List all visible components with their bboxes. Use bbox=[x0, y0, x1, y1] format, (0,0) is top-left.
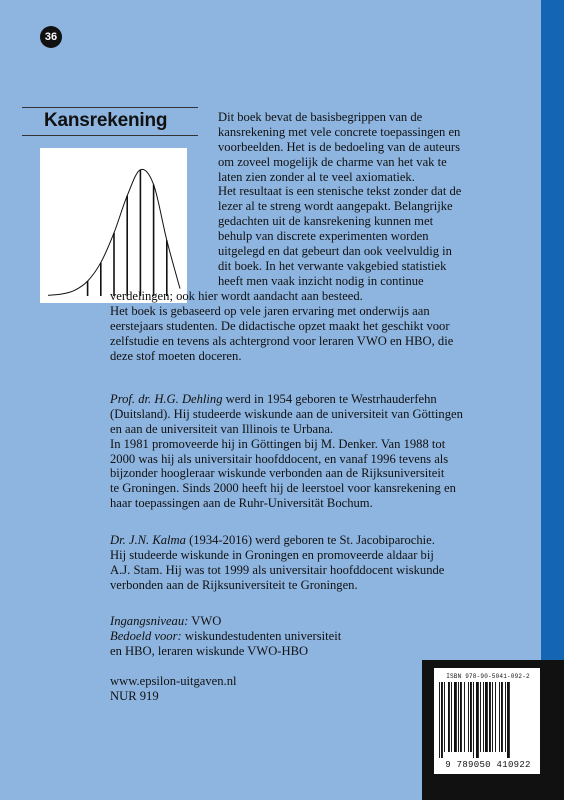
isbn-digits: 9 789050 410922 bbox=[445, 760, 531, 770]
barcode-bar bbox=[448, 682, 450, 752]
description-line: laten zien zonder al te veel axiomatiek. bbox=[218, 169, 415, 184]
barcode-bar bbox=[492, 682, 493, 752]
description-line: lezer al te streng wordt aangepakt. Belangrijke bbox=[218, 199, 453, 214]
level-label: Ingangsniveau: bbox=[110, 614, 189, 628]
author1-line: en aan de universiteit van Illinois te Urbana. bbox=[110, 421, 334, 436]
barcode-bar bbox=[489, 682, 491, 752]
audience-value: wiskundestudenten universiteit bbox=[181, 628, 342, 643]
barcode-bar bbox=[501, 682, 503, 752]
barcode-bar bbox=[483, 682, 484, 752]
title-rule-top bbox=[22, 107, 198, 108]
description-line: zelfstudie en tevens als achtergrond voor leraren VWO en HBO, die bbox=[110, 333, 454, 348]
author2-line: verbonden aan de Rijksuniversiteit te Groningen. bbox=[110, 577, 358, 592]
author2-bio bbox=[110, 533, 444, 593]
author1-line: te Groningen. Sinds 2000 heeft hij de leerstoel voor kansrekening en bbox=[110, 481, 456, 496]
description-continued bbox=[110, 289, 453, 363]
description-line: deze stof moeten doceren. bbox=[110, 348, 242, 363]
author2-first-line: (1934-2016) werd geboren te St. Jacobiparochie. bbox=[185, 533, 435, 547]
barcode-bar bbox=[441, 682, 443, 758]
audience-label: Bedoeld voor: bbox=[110, 628, 182, 643]
barcode-bar bbox=[451, 682, 452, 752]
barcode-bar bbox=[476, 682, 479, 758]
author2-line: Hij studeerde wiskunde in Groningen en promoveerde aldaar bij bbox=[110, 547, 434, 562]
description-line: Het resultaat is een stenische tekst zonder dat de bbox=[218, 184, 462, 199]
publisher-block bbox=[110, 674, 237, 704]
description-line: behulp van discrete experimenten worden bbox=[218, 229, 429, 244]
barcode-bar bbox=[454, 682, 457, 752]
description-line: uitgelegd en dat gebeurt dan ook veelvuldig in bbox=[218, 244, 452, 259]
page-number-badge: 36 bbox=[40, 26, 62, 48]
barcode-bar bbox=[505, 682, 506, 752]
nur-code: NUR 919 bbox=[110, 688, 159, 703]
author1-line: bijzonder hoogleraar wiskunde verbonden aan de Rijksuniversiteit bbox=[110, 466, 445, 481]
description-line: om zoveel mogelijk de charme van het vak te bbox=[218, 154, 447, 169]
website-link[interactable]: www.epsilon-uitgaven.nl bbox=[110, 674, 237, 688]
author1-name: Prof. dr. H.G. Dehling bbox=[110, 392, 223, 406]
author2-line: A.J. Stam. Hij was tot 1999 als universitair hoofddocent wiskunde bbox=[110, 562, 445, 577]
author1-line: haar toepassingen aan de Ruhr-Universität Bochum. bbox=[110, 496, 373, 511]
barcode-bar bbox=[495, 682, 496, 752]
description-line: gedachten uit de kansrekening kunnen met bbox=[218, 214, 434, 229]
author1-bio bbox=[110, 392, 463, 511]
barcode-bar bbox=[460, 682, 462, 752]
description-line: Het boek is gebaseerd op vele jaren ervaring met onderwijs aan bbox=[110, 303, 430, 318]
barcode-bar bbox=[485, 682, 488, 752]
author1-line: In 1981 promoveerde hij in Göttingen bij M. Denker. Van 1988 tot bbox=[110, 436, 446, 451]
description-line: heeft men vaak inzicht nodig in continue bbox=[218, 273, 424, 288]
description-line: voorbeelden. Het is de bedoeling van de auteurs bbox=[218, 139, 460, 154]
barcode-bar bbox=[473, 682, 474, 758]
barcode-bar bbox=[439, 682, 440, 758]
description-line: Dit boek bevat de basisbegrippen van de bbox=[218, 110, 423, 124]
description-line: kansrekening met vele concrete toepassingen en bbox=[218, 124, 461, 139]
barcode-bar bbox=[480, 682, 481, 752]
author2-name: Dr. J.N. Kalma bbox=[110, 533, 186, 547]
distribution-chart bbox=[40, 148, 187, 303]
barcode-bar bbox=[468, 682, 469, 752]
barcode-bar bbox=[444, 682, 445, 752]
audience-value-cont: en HBO, leraren wiskunde VWO-HBO bbox=[110, 643, 309, 658]
title-rule-bottom bbox=[22, 135, 198, 136]
author1-line: 2000 was hij als universitair hoofddocent, en vanaf 1996 tevens als bbox=[110, 451, 449, 466]
barcode-bar bbox=[499, 682, 500, 752]
barcode-bar bbox=[507, 682, 510, 758]
audience-block bbox=[110, 614, 341, 659]
barcode-bar bbox=[464, 682, 465, 752]
book-title: Kansrekening bbox=[44, 110, 168, 131]
isbn-text: ISBN 978-90-5041-092-2 bbox=[446, 673, 530, 680]
description-line: dit boek. In het verwante vakgebied statistiek bbox=[218, 258, 447, 273]
barcode-bar bbox=[470, 682, 472, 752]
barcode-bar bbox=[458, 682, 459, 752]
level-value: VWO bbox=[188, 614, 222, 628]
barcode-bars bbox=[438, 682, 538, 758]
description-line: verdelingen; ook hier wordt aandacht aan besteed. bbox=[110, 289, 363, 303]
author1-first-line: werd in 1954 geboren te Westrhauderfehn bbox=[222, 392, 437, 406]
author1-line: (Duitsland). Hij studeerde wiskunde aan de universiteit van Göttingen bbox=[110, 406, 463, 421]
description-block bbox=[218, 110, 461, 289]
description-line: eerstejaars studenten. De didactische opzet maakt het geschikt voor bbox=[110, 318, 450, 333]
